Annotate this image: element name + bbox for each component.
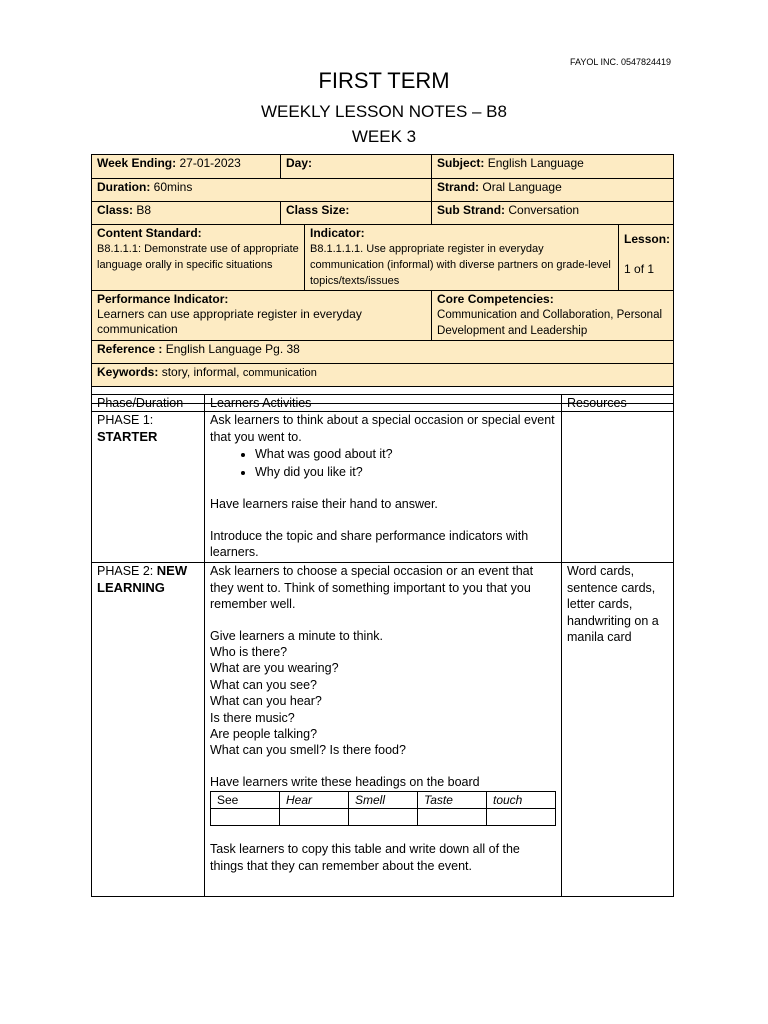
list-item: What can you see?: [210, 677, 318, 692]
class-cell: Class: B8: [92, 202, 281, 225]
header-activities: Learners Activities: [205, 395, 562, 412]
phase1-label: PHASE 1:: [97, 413, 154, 428]
sense-cell-empty: [211, 809, 280, 826]
sub-strand-cell: Sub Strand: Conversation: [432, 202, 674, 225]
page-subtitle: WEEKLY LESSON NOTES – B8: [261, 102, 507, 121]
phase2-name: LEARNING: [97, 579, 165, 595]
performance-indicator-cell: Performance Indicator: Learners can use appropriate register in everyday communication: [92, 291, 432, 341]
sense-hear: Hear: [280, 792, 349, 809]
phase1-bullets: [210, 445, 556, 481]
phase1-name: STARTER: [97, 428, 158, 444]
list-item: Are people talking?: [210, 727, 318, 742]
phase2-task: Task learners to copy this table and write down all of the things that they can remember about the event.: [210, 842, 520, 873]
week-ending-cell: Week Ending: 27-01-2023: [92, 155, 281, 179]
phase2-headings-text: Have learners write these headings on the board: [210, 774, 480, 789]
phase2-resources: Word cards, sentence cards, letter cards, handwriting on a manila card: [562, 563, 674, 897]
sense-see: See: [211, 792, 280, 809]
indicator-cell: Indicator: B8.1.1.1.1. Use appropriate register in everyday communication (informal) with diverse partners on grade-level topics/texts/issues: [305, 225, 619, 291]
company-contact: FAYOL INC. 0547824419: [570, 57, 672, 67]
sense-cell-empty: [349, 809, 418, 826]
header-phase: Phase/Duration: [92, 395, 205, 412]
phase1-resources: [562, 412, 674, 563]
phase1-raise-hands: Have learners raise their hand to answer.: [210, 497, 438, 512]
content-standard-cell: Content Standard: B8.1.1.1: Demonstrate use of appropriate language orally in specific situations: [92, 225, 305, 291]
phase2-think: Give learners a minute to think.: [210, 628, 383, 643]
header-resources: Resources: [562, 395, 674, 412]
lesson-info-table: [91, 154, 674, 404]
class-size-cell: Class Size:: [281, 202, 432, 225]
strand-cell: Strand: Oral Language: [432, 179, 674, 202]
sense-cell-empty: [487, 809, 556, 826]
phase1-intro: Ask learners to think about a special occasion or special event that you went to.: [210, 413, 555, 444]
phase1-activities: [205, 412, 562, 563]
phase2-activities: [205, 563, 562, 897]
week-heading: WEEK 3: [351, 127, 417, 146]
duration-cell: Duration: 60mins: [92, 179, 432, 202]
lesson-count-cell: Lesson: 1 of 1: [619, 225, 674, 291]
senses-table: [210, 791, 556, 826]
list-item: • What was good about it?: [255, 445, 556, 463]
sense-smell: Smell: [349, 792, 418, 809]
sense-cell-empty: [418, 809, 487, 826]
keywords-cell: Keywords: story, informal, communication: [92, 364, 674, 387]
list-item: What can you hear?: [210, 694, 322, 709]
sense-taste: Taste: [418, 792, 487, 809]
list-item: What are you wearing?: [210, 661, 339, 676]
phase1-introduce: Introduce the topic and share performance indicators with learners.: [210, 528, 529, 560]
day-cell: Day:: [281, 155, 432, 179]
phase2-label: PHASE 2: NEW: [97, 563, 188, 579]
phase2-cell: [92, 563, 205, 897]
core-competencies-cell: Core Competencies: Communication and Collaboration, Personal Development and Leadership: [432, 291, 674, 341]
sense-cell-empty: [280, 809, 349, 826]
list-item: Who is there?: [210, 645, 288, 660]
phase1-cell: [92, 412, 205, 563]
reference-cell: Reference : English Language Pg. 38: [92, 341, 674, 364]
list-item: • Why did you like it?: [255, 463, 556, 481]
list-item: Is there music?: [210, 710, 295, 725]
list-item: What can you smell? Is there food?: [210, 743, 406, 758]
page-title: FIRST TERM: [318, 68, 450, 93]
sense-touch: touch: [487, 792, 556, 809]
lesson-phases-table: [91, 394, 674, 897]
subject-cell: Subject: English Language: [432, 155, 674, 179]
phase2-intro: Ask learners to choose a special occasion or an event that they went to. Think of something important to you that you remember well.: [210, 564, 534, 612]
